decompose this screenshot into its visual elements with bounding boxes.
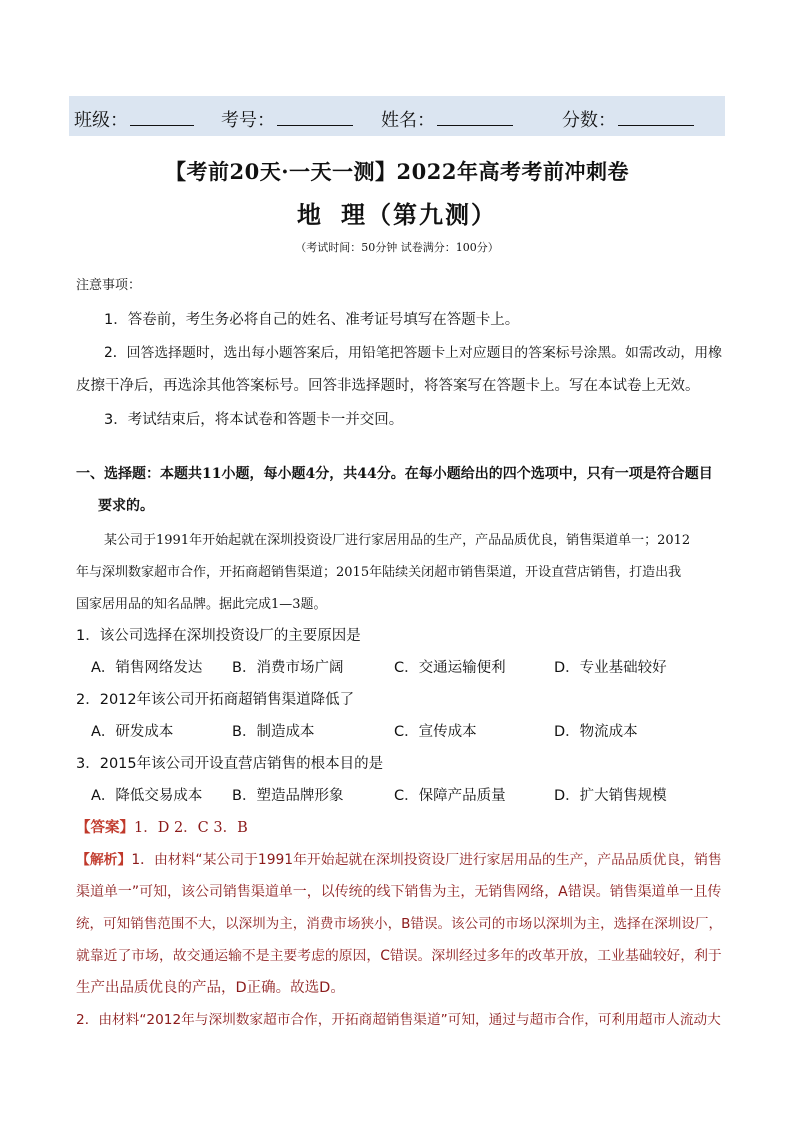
answer-text: 1．D 2．C 3．B [134,820,248,836]
exam-no-blank[interactable] [277,109,353,126]
analysis-text-1: 1．由材料“某公司于1991年开始起就在深圳投资设厂进行家居用品的生产，产品品质优良，销售 [131,852,722,868]
class-field [74,106,194,132]
note-item-1: 1．答卷前，考生务必将自己的姓名、准考证号填写在答题卡上。 [104,312,520,328]
question-3-option-a[interactable]: A．降低交易成本 [91,788,203,804]
question-2-option-d[interactable]: D．物流成本 [554,724,638,740]
analysis-line-4: 就靠近了市场，故交通运输不是主要考虑的原因，C错误。深圳经过多年的改革开放，工业基础较好，利于 [76,948,722,964]
student-info-bar [69,96,725,136]
question-1-option-a[interactable]: A．销售网络发达 [91,660,203,676]
subject-title [0,195,794,230]
question-1-option-c[interactable]: C．交通运输便利 [394,660,506,676]
analysis-label: 【解析】 [76,852,132,868]
name-blank[interactable] [437,109,513,126]
analysis-line-2: 渠道单一”可知，该公司销售渠道单一，以传统的线下销售为主，无销售网络，A错误。销售渠道单一且传 [76,884,722,900]
material-line-3: 国家居用品的知名品牌。据此完成1—3题。 [76,597,327,612]
question-2-option-a[interactable]: A．研发成本 [91,724,174,740]
score-label: 分数： [562,110,616,131]
material-line-1: 某公司于1991年开始起就在深圳投资设厂进行家居用品的生产，产品品质优良，销售渠道单一；2012 [104,533,691,548]
section-heading-line-2: 要求的。 [98,498,154,514]
subject-title-a: 地 [297,200,323,229]
note-item-2-line-2: 皮擦干净后，再选涂其他答案标号。回答非选择题时，将答案写在答题卡上。写在本试卷上无效。 [76,378,700,394]
exam-no-field [221,106,353,132]
subject-title-b: 理（第九测） [341,200,497,229]
note-item-2-line-1: 2．回答选择题时，选出每小题答案后，用铅笔把答题卡上对应题目的答案标号涂黑。如需改动，用橡 [104,345,722,361]
name-field [381,106,513,132]
analysis-line-6: 2．由材料“2012年与深圳数家超市合作，开拓商超销售渠道”可知，通过与超市合作，可利用超市人流动大 [76,1012,721,1028]
score-field [562,106,694,132]
score-blank[interactable] [618,109,694,126]
material-line-2: 年与深圳数家超市合作，开拓商超销售渠道；2015年陆续关闭超市销售渠道，开设直营店销售，打造出我 [76,565,682,580]
name-label: 姓名： [381,110,435,131]
question-1-stem: 1．该公司选择在深圳投资设厂的主要原因是 [76,628,361,644]
question-1-option-d[interactable]: D．专业基础较好 [554,660,667,676]
answer-label: 【答案】 [76,820,134,836]
analysis-line-3: 统，可知销售范围不大，以深圳为主，消费市场狭小，B错误。该公司的市场以深圳为主，选择在深圳设厂， [76,916,723,932]
class-label: 班级： [74,110,128,131]
note-item-3: 3．考试结束后，将本试卷和答题卡一并交回。 [104,412,404,428]
question-2-option-c[interactable]: C．宣传成本 [394,724,477,740]
answer-line [76,816,248,837]
exam-info: （考试时间：50分钟 试卷满分：100分） [295,241,499,254]
question-3-option-b[interactable]: B．塑造品牌形象 [232,788,344,804]
question-3-option-c[interactable]: C．保障产品质量 [394,788,506,804]
question-2-stem: 2．2012年该公司开拓商超销售渠道降低了 [76,692,355,708]
exam-no-label: 考号： [221,110,275,131]
analysis-line-5: 生产出品质优良的产品，D正确。故选D。 [76,980,345,996]
question-3-option-d[interactable]: D．扩大销售规模 [554,788,667,804]
class-blank[interactable] [130,109,194,126]
notes-heading: 注意事项： [76,278,142,293]
exam-title: 【考前20天·一天一测】2022年高考考前冲刺卷 [165,159,629,184]
section-heading-line-1: 一、选择题：本题共11小题，每小题4分，共44分。在每小题给出的四个选项中，只有一项是符合题目 [76,466,713,482]
question-1-option-b[interactable]: B．消费市场广阔 [232,660,344,676]
question-3-stem: 3．2015年该公司开设直营店销售的根本目的是 [76,756,384,772]
question-2-option-b[interactable]: B．制造成本 [232,724,315,740]
analysis-line-1 [76,848,722,868]
